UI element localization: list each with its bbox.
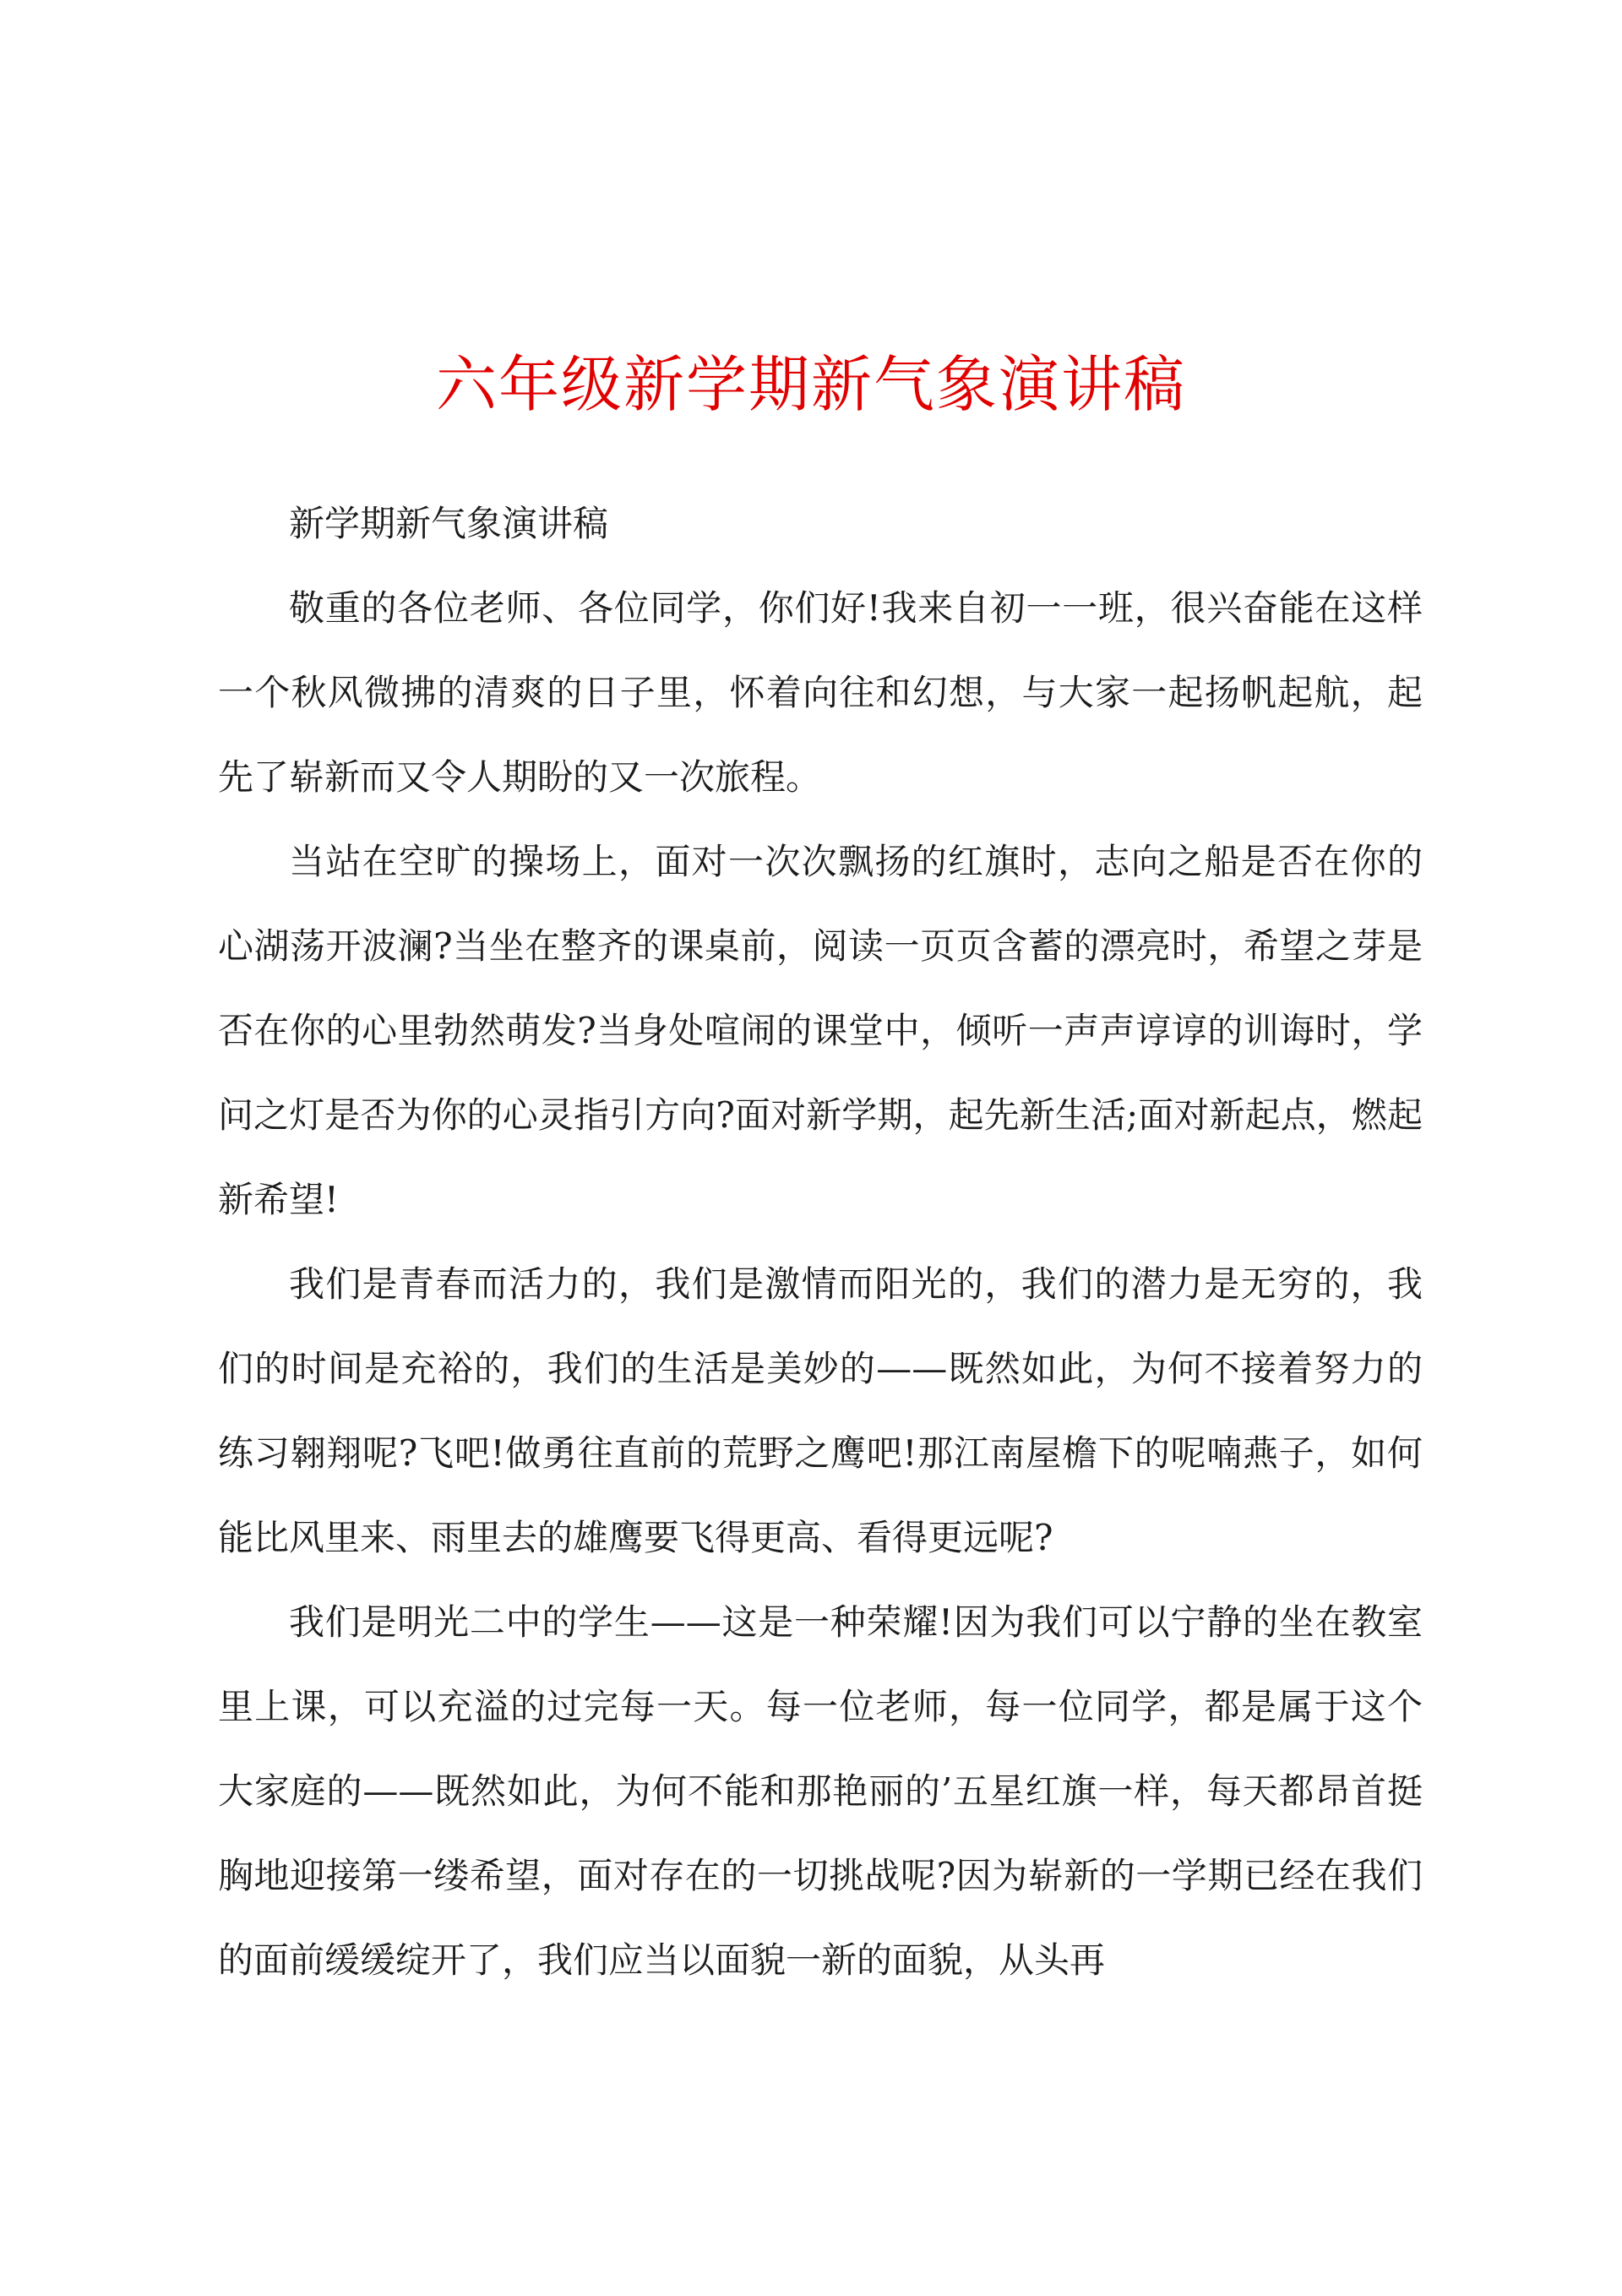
body-paragraph: 敬重的各位老师、各位同学，你们好!我来自初一一班，很兴奋能在这样一个秋风微拂的清爽的日子里，怀着向往和幻想，与大家一起扬帆起航，起先了崭新而又令人期盼的又一次旅程。 (218, 587, 1423, 798)
subtitle-paragraph: 新学期新气象演讲稿 (289, 503, 609, 544)
body-paragraph: 当站在空旷的操场上，面对一次次飘扬的红旗时，志向之船是否在你的心湖荡开波澜?当坐在整齐的课桌前，阅读一页页含蓄的漂亮时，希望之芽是否在你的心里勃然萌发?当身处喧闹的课堂中，倾听一声声谆谆的训诲时，学问之灯是否为你的心灵指引方向?面对新学期，起先新生活;面对新起点，燃起新希望! (218, 841, 1423, 1220)
body-paragraph: 我们是青春而活力的，我们是激情而阳光的，我们的潜力是无穷的，我们的时间是充裕的，我们的生活是美妙的——既然如此，为何不接着努力的练习翱翔呢?飞吧!做勇往直前的荒野之鹰吧!那江南屋檐下的呢喃燕子，如何能比风里来、雨里去的雄鹰要飞得更高、看得更远呢? (218, 1263, 1423, 1558)
body-paragraph: 我们是明光二中的学生——这是一种荣耀!因为我们可以宁静的坐在教室里上课，可以充溢的过完每一天。每一位老师，每一位同学，都是属于这个大家庭的——既然如此，为何不能和那艳丽的’五星红旗一样，每天都昂首挺胸地迎接第一缕希望，面对存在的一切挑战呢?因为崭新的一学期已经在我们的面前缓缓绽开了，我们应当以面貌一新的面貌，从头再 (218, 1601, 1423, 1981)
document-body (218, 482, 1423, 2003)
document-title: 六年级新学期新气象演讲稿 (435, 349, 1186, 420)
